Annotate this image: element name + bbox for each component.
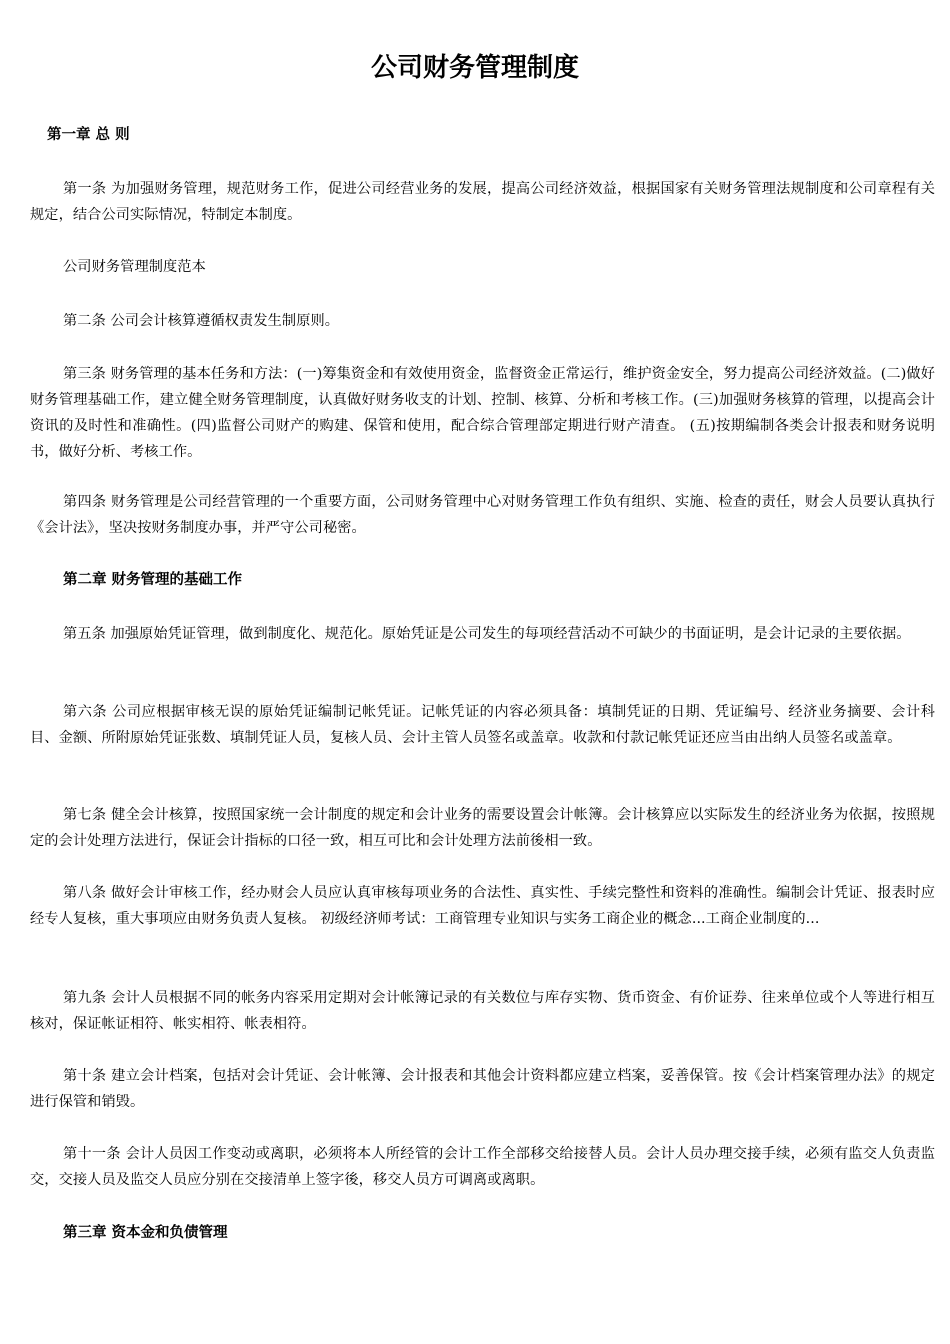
article-paragraph: 第十一条 会计人员因工作变动或离职，必须将本人所经管的会计工作全部移交给接替人员。会计人员办理交接手续，必须有监交人负责监交，交接人员及监交人员应分别在交接清单上签字後，移交人员方可调离或离职。 [30,1146,935,1188]
article-paragraph: 第九条 会计人员根据不同的帐务内容采用定期对会计帐簿记录的有关数位与库存实物、货币资金、有价证券、往来单位或个人等进行相互核对，保证帐证相符、帐实相符、帐表相符。 [30,990,935,1032]
article-paragraph: 第五条 加强原始凭证管理，做到制度化、规范化。原始凭证是公司发生的每项经营活动不可缺少的书面证明，是会计记录的主要依据。 [63,626,911,642]
article-paragraph: 第四条 财务管理是公司经营管理的一个重要方面，公司财务管理中心对财务管理工作负有组织、实施、检查的责任，财会人员要认真执行《会计法》，坚决按财务制度办事，并严守公司秘密。 [30,494,935,536]
page-title: 公司财务管理制度 [370,53,579,83]
chapter-heading: 第三章 资本金和负债管理 [63,1225,228,1241]
chapter-heading: 第二章 财务管理的基础工作 [63,572,243,588]
article-paragraph: 第二条 公司会计核算遵循权责发生制原则。 [63,313,340,329]
article-paragraph: 第十条 建立会计档案，包括对会计凭证、会计帐簿、会计报表和其他会计资料都应建立档案，妥善保管。按《会计档案管理办法》的规定进行保管和销毁。 [30,1068,935,1110]
article-paragraph: 第七条 健全会计核算，按照国家统一会计制度的规定和会计业务的需要设置会计帐簿。会计核算应以实际发生的经济业务为依据，按照规定的会计处理方法进行，保证会计指标的口径一致，相互可比和会计处理方法前後相一致。 [30,807,935,849]
article-paragraph: 第八条 做好会计审核工作，经办财会人员应认真审核每项业务的合法性、真实性、手续完整性和资料的准确性。编制会计凭证、报表时应经专人复核，重大事项应由财务负责人复核。 初级经济师考试：工商管理专业知识与实务工商企业的概念...工商企业制度的... [30,885,935,927]
article-paragraph: 第六条 公司应根据审核无误的原始凭证编制记帐凭证。记帐凭证的内容必须具备：填制凭证的日期、凭证编号、经济业务摘要、会计科目、金额、所附原始凭证张数、填制凭证人员，复核人员、会计主管人员签名或盖章。收款和付款记帐凭证还应当由出纳人员签名或盖章。 [30,704,935,746]
article-paragraph: 第一条 为加强财务管理，规范财务工作，促进公司经营业务的发展，提高公司经济效益，根据国家有关财务管理法规制度和公司章程有关规定，结合公司实际情况，特制定本制度。 [30,181,935,223]
chapter-heading: 第一章 总 则 [47,127,130,143]
note-paragraph: 公司财务管理制度范本 [63,259,206,275]
article-paragraph: 第三条 财务管理的基本任务和方法：(一)筹集资金和有效使用资金，监督资金正常运行，维护资金安全，努力提高公司经济效益。(二)做好财务管理基础工作，建立健全财务管理制度，认真做好财务收支的计划、控制、核算、分析和考核工作。(三)加强财务核算的管理，以提高会计资讯的及时性和准确性。(四)监督公司财产的购建、保管和使用，配合综合管理部定期进行财产清查。 (五)按期编制各类会计报表和财务说明书，做好分析、考核工作。 [30,366,935,460]
